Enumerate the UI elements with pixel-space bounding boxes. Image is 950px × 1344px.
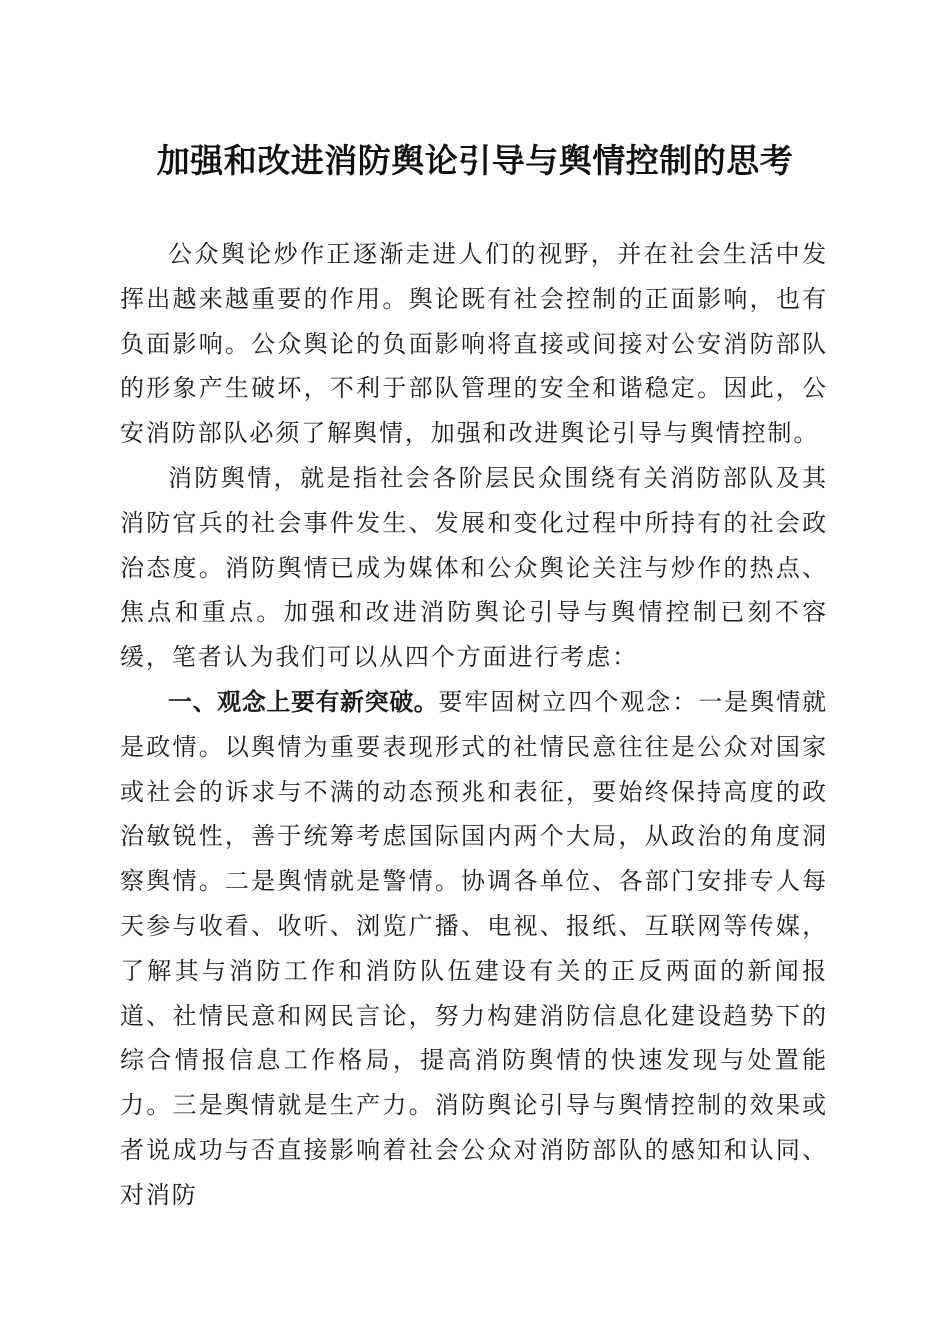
paragraph-text: 要牢固树立四个观念：一是舆情就是政情。以舆情为重要表现形式的社情民意往往是公众对国家或社会的诉求与不满的动态预兆和表征，要始终保持高度的政治敏锐性，善于统筹考虑国际国内两个大局，从政治的角度洞察舆情。二是舆情就是警情。协调各单位、各部门安排专人每天参与收看、收听、浏览广播、电视、报纸、互联网等传媒，了解其与消防工作和消防队伍建设有关的正反两面的新闻报道、社情民意和网民言论，努力构建消防信息化建设趋势下的综合情报信息工作格局，提高消防舆情的快速发现与处置能力。三是舆情就是生产力。消防舆论引导与舆情控制的效果或者说成功与否直接影响着社会公众对消防部队的感知和认同、对消防 <box>120 687 829 1209</box>
paragraph-definition <box>120 456 828 680</box>
paragraph-text: 公众舆论炒作正逐渐走进人们的视野，并在社会生活中发挥出越来越重要的作用。舆论既有社会控制的正面影响，也有负面影响。公众舆论的负面影响将直接或间接对公安消防部队的形象产生破坏，不利于部队管理的安全和谐稳定。因此，公安消防部队必须了解舆情，加强和改进舆论引导与舆情控制。 <box>120 240 828 448</box>
paragraph-intro <box>120 232 828 456</box>
document-body <box>120 232 828 1218</box>
document-title: 加强和改进消防舆论引导与舆情控制的思考 <box>156 141 794 180</box>
paragraph-text: 消防舆情，就是指社会各阶层民众围绕有关消防部队及其消防官兵的社会事件发生、发展和变化过程中所持有的社会政治态度。消防舆情已成为媒体和公众舆论关注与炒作的热点、焦点和重点。加强和改进消防舆论引导与舆情控制已刻不容缓，笔者认为我们可以从四个方面进行考虑： <box>120 463 828 672</box>
section-heading: 一、观念上要有新突破。 <box>168 687 439 716</box>
paragraph-section-one <box>120 680 828 1218</box>
